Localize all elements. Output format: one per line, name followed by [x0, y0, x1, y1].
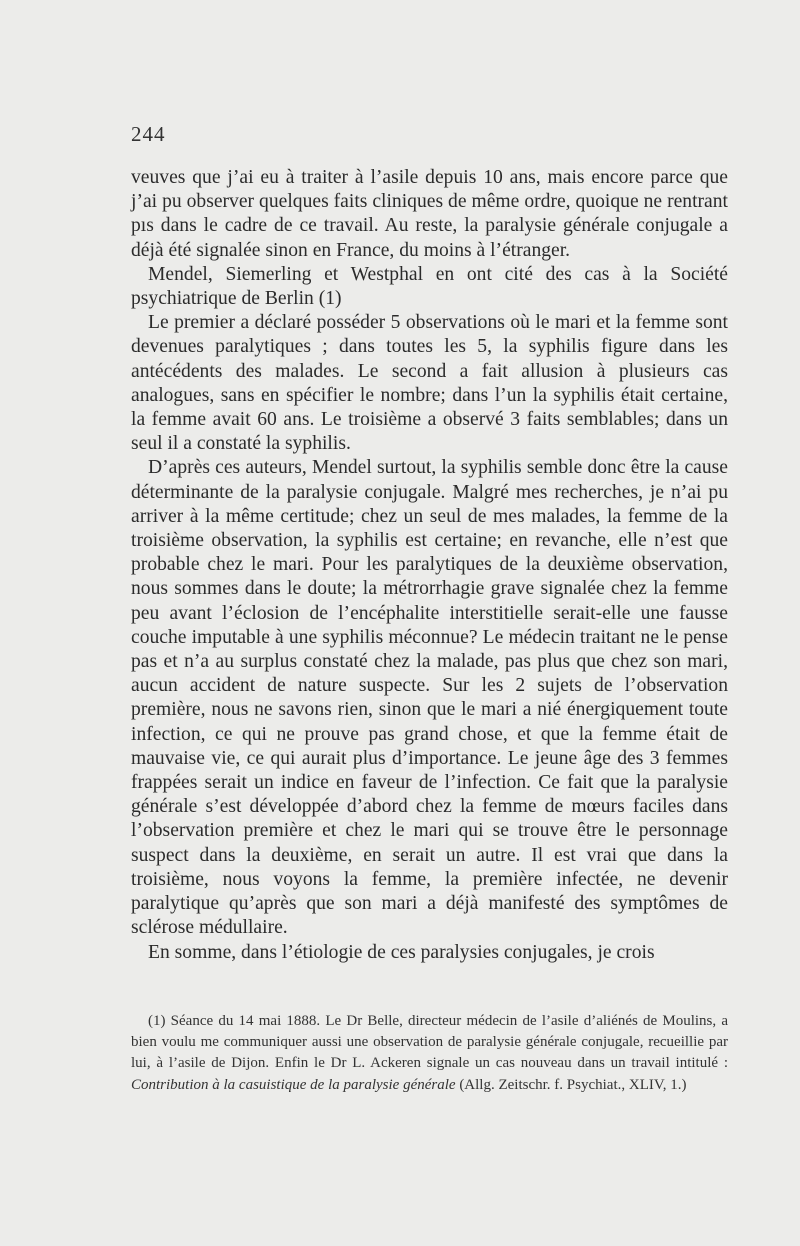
footnote [131, 1011, 728, 1096]
paragraph-en-somme: En somme, dans l’étiologie de ces paralysies conjugales, je crois [148, 941, 655, 963]
paragraph-apres-ces-auteurs: D’après ces auteurs, Mendel surtout, la syphilis semble donc être la cause déterminante de la paralysie conjugale. Malgré mes recherches, je n’ai pu arriver à la même certitude; chez un seul de mes malades, la femme de la troisième observation, la syphilis est certaine; en revanche, elle n’est que probable chez le mari. Pour les paralytiques de la deuxième observation, nous sommes dans le doute; la métrorrhagie grave signalée chez la femme peu avant l’éclosion de l’encéphalite interstitielle serait-elle une fausse couche imputable à une syphilis méconnue? Le médecin traitant ne le pense pas et n’a au surplus constaté chez la malade, pas plus que chez son mari, aucun accident de nature suspecte. Sur les 2 sujets de l’observation première, nous ne savons rien, sinon que le mari a nié énergiquement toute infection, ce qui ne prouve pas grand chose, et que la femme était de mauvaise vie, ce qui aurait plus d’importance. Le jeune âge des 3 femmes frappées serait un indice en faveur de l’infection. Ce fait que la paralysie générale s’est développée d’abord chez la femme de mœurs faciles dans l’observation première et chez le mari qui se trouve être le personnage suspect dans la deuxième, en serait un autre. Il est vrai que dans la troisième, nous voyons la femme, la première infectée, ne devenir paralytique qu’après que son mari a déjà manifesté des symptômes de sclérose médullaire. [131, 457, 728, 939]
footnote-text [131, 1011, 728, 1096]
body-text [131, 166, 728, 965]
footnote-intro: (1) Séance du 14 mai 1888. Le Dr Belle, directeur médecin de l’asile d’aliénés de Moulins, a bien voulu me communiquer aussi une observation de paralysie générale conjugale, recueillie par lui, à l’asile de Dijon. Enfin le Dr L. Ackeren signale un cas nouveau dans un travail intitulé : [131, 1013, 728, 1072]
paragraph-mendel: Mendel, Siemerling et Westphal en ont cité des cas à la Société psychiatrique de Berlin (1) [131, 263, 728, 310]
page-number: 244 [131, 122, 166, 146]
paragraph-continuation: veuves que j’ai eu à traiter à l’asile depuis 10 ans, mais encore parce que j’ai pu observer quelques faits cliniques de même ordre, quoique ne rentrant pıs dans le cadre de ce travail. Au reste, la paralysie générale conjugale a déjà été signalée sinon en France, du moins à l’étranger. [131, 167, 728, 261]
footnote-tail: (Allg. Zeitschr. f. Psychiat., XLIV, 1.) [459, 1076, 687, 1093]
footnote-title: Contribution à la casuistique de la paralysie générale [131, 1076, 456, 1093]
paragraph-premier: Le premier a déclaré posséder 5 observations où le mari et la femme sont devenues paralytiques ; dans toutes les 5, la syphilis figure dans les antécédents des malades. Le second a fait allusion à plusieurs cas analogues, sans en spécifier le nombre; dans l’un la syphilis était certaine, la femme avait 60 ans. Le troisième a observé 3 faits semblables; dans un seul il a constaté la syphilis. [131, 312, 728, 455]
